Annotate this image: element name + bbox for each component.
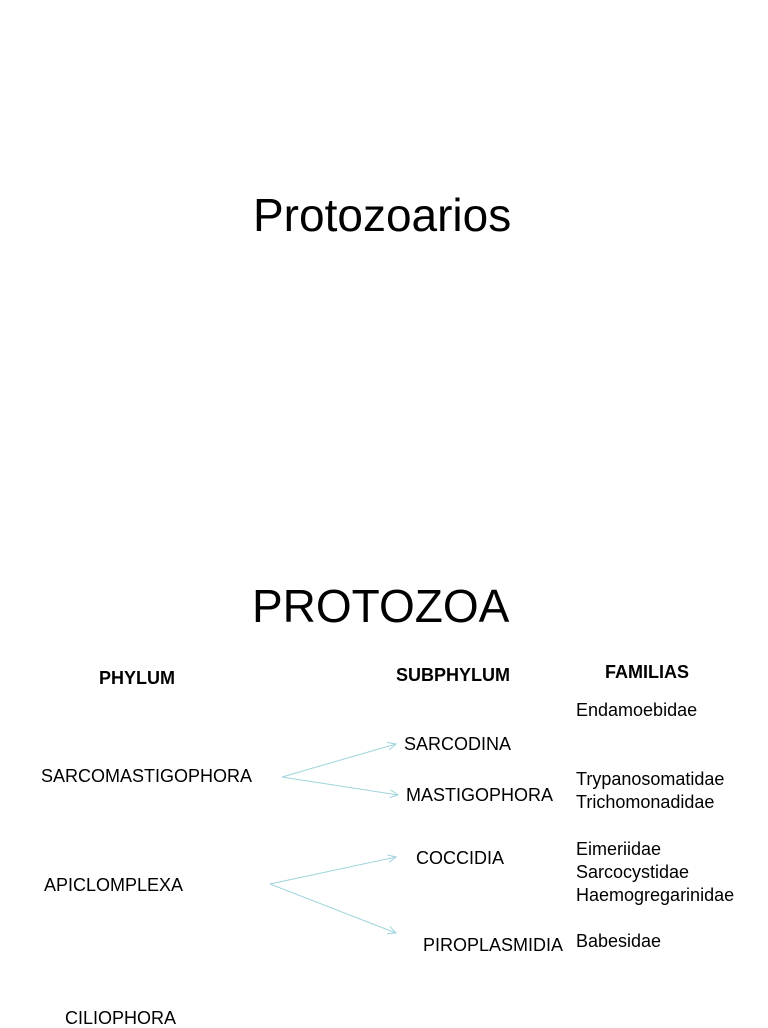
phylum-header: PHYLUM: [99, 668, 175, 688]
family-babesidae: Babesidae: [576, 931, 662, 951]
family-trypanosomatidae: Trypanosomatidae: [576, 769, 725, 789]
subphylum-piroplasmidia: PIROPLASMIDIA: [423, 935, 564, 955]
family-endamoebidae: Endamoebidae: [576, 700, 698, 720]
subphylum-mastigophora: MASTIGOPHORA: [406, 785, 554, 805]
slide1-title: Protozoarios: [253, 189, 512, 241]
subphylum-coccidia: COCCIDIA: [416, 848, 505, 868]
phylum-apiclomplexa: APICLOMPLEXA: [44, 875, 184, 895]
subphylum-header: SUBPHYLUM: [396, 665, 511, 685]
arrow-sarcomastigophora-mastigophora: [282, 777, 398, 798]
family-haemogregarinidae: Haemogregarinidae: [576, 885, 735, 905]
phylum-ciliophora: CILIOPHORA: [65, 1008, 177, 1028]
family-sarcocystidae: Sarcocystidae: [576, 862, 690, 882]
family-trichomonadidae: Trichomonadidae: [576, 792, 715, 812]
family-eimeriidae: Eimeriidae: [576, 839, 662, 859]
arrow-apiclomplexa-coccidia: [270, 855, 396, 884]
familias-header: FAMILIAS: [605, 662, 689, 682]
subphylum-sarcodina: SARCODINA: [404, 734, 512, 754]
arrow-apiclomplexa-piroplasmidia: [270, 884, 396, 934]
phylum-sarcomastigophora: SARCOMASTIGOPHORA: [41, 766, 253, 786]
arrow-sarcomastigophora-sarcodina: [282, 742, 396, 777]
slide2-title: PROTOZOA: [252, 580, 510, 632]
